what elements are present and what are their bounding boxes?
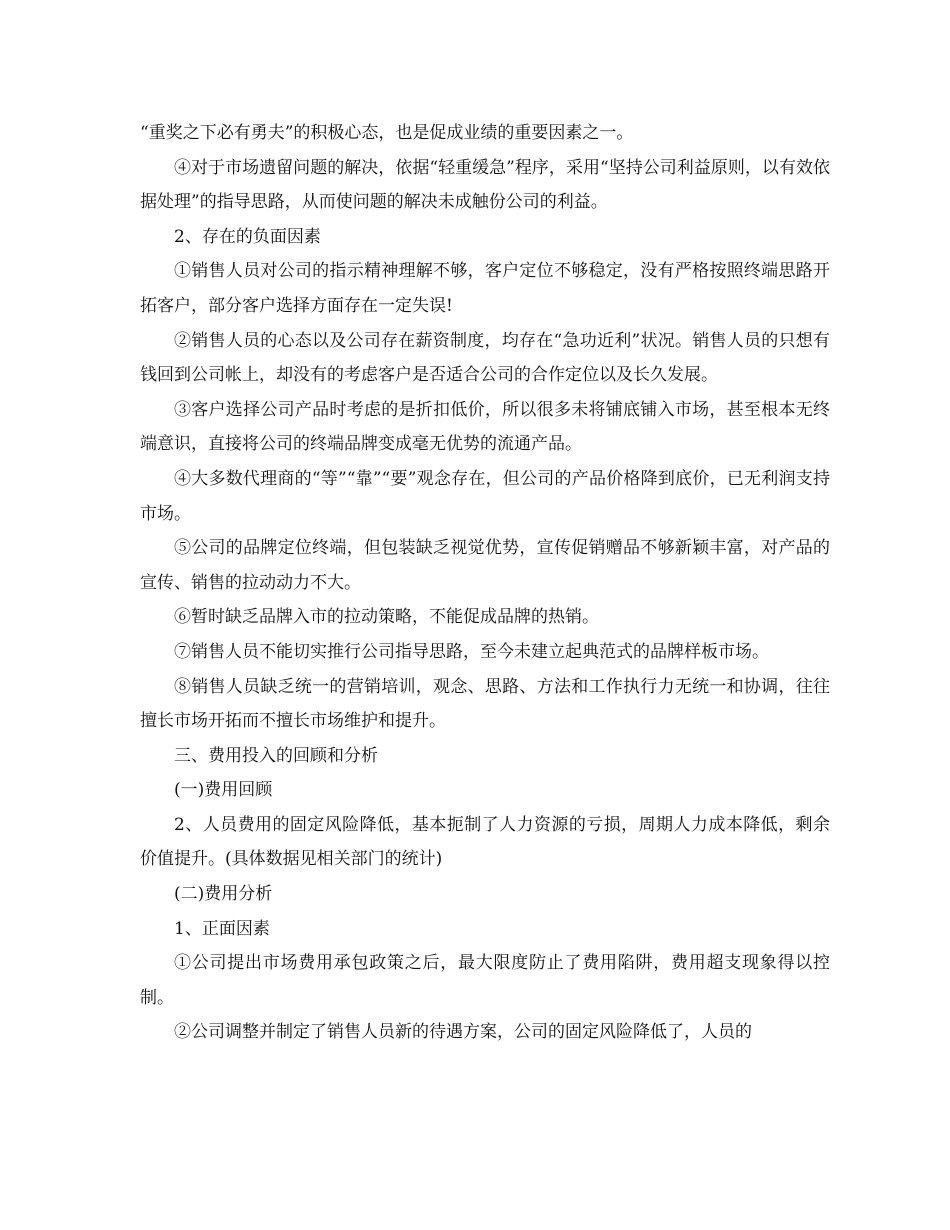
- paragraph-14: 2、人员费用的固定风险降低，基本扼制了人力资源的亏损，周期人力成本降低，剩余价值提升。(具体数据见相关部门的统计): [140, 814, 830, 870]
- paragraph-17: ①公司提出市场费用承包政策之后，最大限度防止了费用陷阱，费用超支现象得以控制。: [140, 953, 830, 1008]
- document-body: [140, 116, 830, 1050]
- section-heading-positive-factors: 1、正面因素: [174, 918, 270, 939]
- paragraph-4: ①销售人员对公司的指示精神理解不够，客户定位不够稳定，没有严格按照终端思路开拓客户，部分客户选择方面存在一定失误!: [140, 261, 830, 316]
- paragraph-9: ⑥暂时缺乏品牌入市的拉动策略，不能促成品牌的热销。: [174, 607, 599, 628]
- paragraph-8: ⑤公司的品牌定位终端，但包装缺乏视觉优势，宣传促销赠品不够新颖丰富，对产品的宣传、销售的拉动动力不大。: [140, 538, 830, 593]
- paragraph-11: ⑧销售人员缺乏统一的营销培训，观念、思路、方法和工作执行力无统一和协调，往往擅长市场开拓而不擅长市场维护和提升。: [140, 676, 830, 732]
- paragraph-2: ④对于市场遗留问题的解决，依据“轻重缓急”程序，采用“坚持公司利益原则，以有效依据处理”的指导思路，从而使问题的解决未成触份公司的利益。: [140, 157, 830, 213]
- section-heading-negative-factors: 2、存在的负面因素: [174, 226, 321, 247]
- paragraph-18: ②公司调整并制定了销售人员新的待遇方案，公司的固定风险降低了，人员的: [174, 1022, 752, 1043]
- subsection-heading-cost-recap: (一)费用回顾: [174, 780, 273, 801]
- section-heading-cost-review: 三、费用投入的回顾和分析: [174, 745, 378, 766]
- paragraph-7: ④大多数代理商的“等”“靠”“要”观念存在，但公司的产品价格降到底价，已无利润支持市场。: [140, 468, 830, 524]
- paragraph-6: ③客户选择公司产品时考虑的是折扣低价，所以很多未将铺底铺入市场，甚至根本无终端意识，直接将公司的终端品牌变成毫无优势的流通产品。: [140, 399, 830, 455]
- paragraph-10: ⑦销售人员不能切实推行公司指导思路，至今未建立起典范式的品牌样板市场。: [174, 641, 769, 662]
- paragraph-5: ②销售人员的心态以及公司存在薪资制度，均存在“急功近利”状况。销售人员的只想有钱回到公司帐上，却没有的考虑客户是否适合公司的合作定位以及长久发展。: [140, 330, 830, 386]
- subsection-heading-cost-analysis: (二)费用分析: [174, 884, 273, 905]
- paragraph-1: “重奖之下必有勇夫”的积极心态，也是促成业绩的重要因素之一。: [140, 123, 634, 143]
